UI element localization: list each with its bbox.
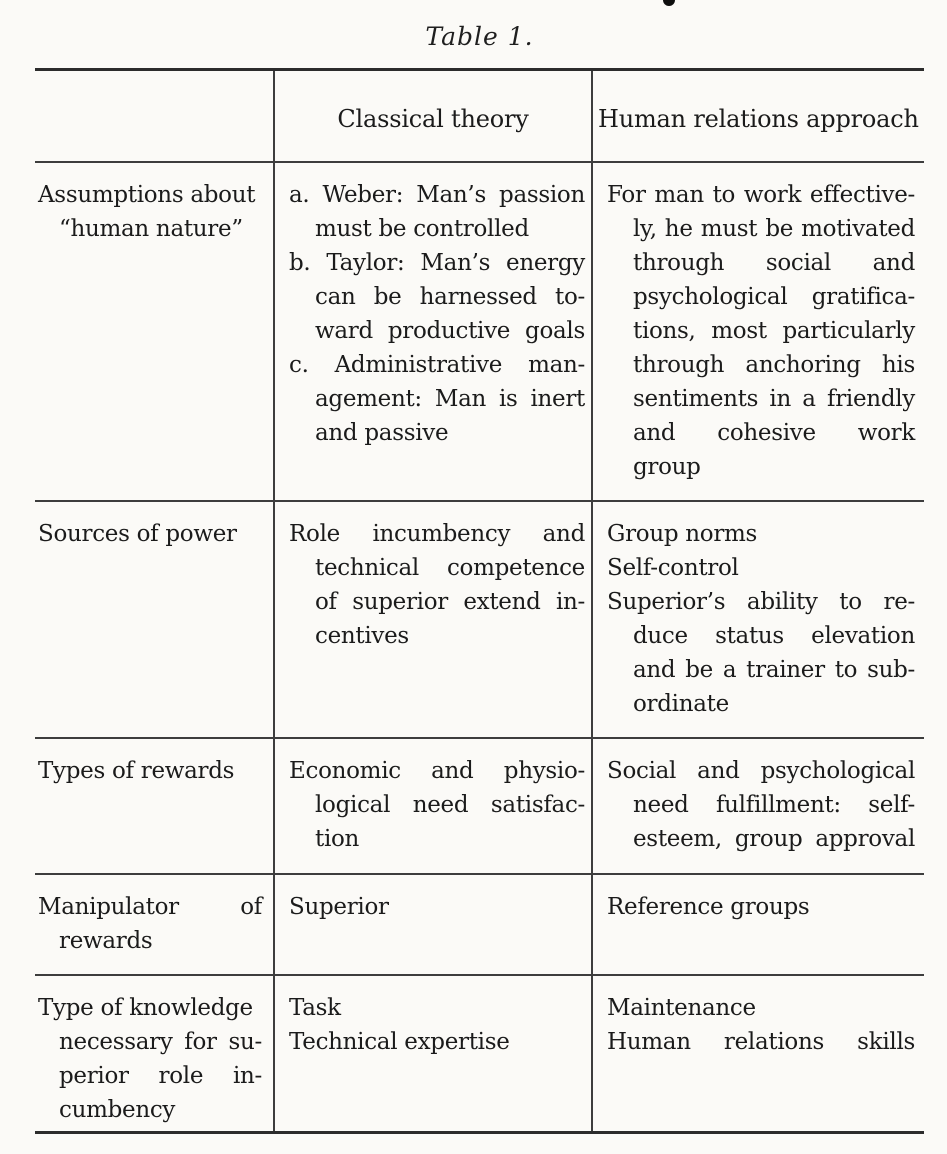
table-row-type-of-knowledge	[35, 974, 924, 1131]
text-line: perior role in-	[59, 1063, 262, 1089]
text-line: Types of rewards	[38, 758, 235, 784]
text-line: ordinate	[633, 691, 729, 717]
header-classical-theory: Classical theory	[337, 105, 529, 133]
comparison-table	[35, 68, 924, 1134]
text-line: Reference groups	[607, 894, 810, 920]
text-line: group	[633, 454, 701, 480]
text-line: necessary for su-	[59, 1029, 262, 1055]
text-line: Superior	[289, 894, 389, 920]
text-line: duce status elevation	[633, 623, 915, 649]
text-line: centives	[315, 623, 409, 649]
text-line: must be controlled	[315, 216, 529, 242]
column-divider-right	[591, 71, 593, 1131]
scan-artifact	[663, 0, 675, 6]
table-title: Table 1.	[425, 22, 534, 51]
text-line: a. Weber: Man’s passion	[289, 182, 585, 208]
text-line: and cohesive work	[633, 420, 915, 446]
classical-theory-cell	[274, 502, 592, 737]
text-line: c. Administrative man-	[289, 352, 585, 378]
table-row-sources-of-power	[35, 500, 924, 737]
text-line: need fulfillment: self-	[633, 792, 915, 818]
human-relations-cell	[592, 875, 924, 974]
human-relations-cell	[592, 163, 924, 500]
human-relations-cell	[592, 739, 924, 873]
row-label-cell	[35, 163, 274, 500]
text-line: psychological gratifica-	[633, 284, 915, 310]
text-line: can be harnessed to-	[315, 284, 585, 310]
text-line: ly, he must be motivated	[633, 216, 915, 242]
text-line: Human relations skills	[607, 1029, 915, 1055]
text-line: Assumptions about	[38, 182, 256, 208]
table-row-types-of-rewards	[35, 737, 924, 873]
text-line: technical competence	[315, 555, 585, 581]
text-line: logical need satisfac-	[315, 792, 585, 818]
text-line: rewards	[59, 928, 153, 954]
classical-theory-cell	[274, 163, 592, 500]
column-divider-left	[273, 71, 275, 1131]
text-line: esteem, group approval	[633, 826, 915, 852]
text-line: Social and psychological	[607, 758, 915, 784]
text-line: of superior extend in-	[315, 589, 585, 615]
text-line: b. Taylor: Man’s energy	[289, 250, 585, 276]
text-line: agement: Man is inert	[315, 386, 585, 412]
header-human-relations-approach: Human relations approach	[598, 105, 919, 133]
text-line: Superior’s ability to re-	[607, 589, 915, 615]
table-row-manipulator-of-rewards	[35, 873, 924, 974]
row-label-cell	[35, 502, 274, 737]
text-line: Technical expertise	[289, 1029, 510, 1055]
row-label-cell	[35, 875, 274, 974]
text-line: cumbency	[59, 1097, 176, 1123]
text-line: Sources of power	[38, 521, 237, 547]
text-line: For man to work effective-	[607, 182, 915, 208]
classical-theory-cell	[274, 976, 592, 1131]
table-row-assumptions	[35, 161, 924, 500]
table-header-row	[35, 71, 924, 161]
human-relations-cell	[592, 976, 924, 1131]
human-relations-cell	[592, 502, 924, 737]
text-line: tion	[315, 826, 360, 852]
text-line: Role incumbency and	[289, 521, 585, 547]
text-line: “human nature”	[59, 216, 243, 242]
classical-theory-cell	[274, 739, 592, 873]
text-line: Economic and physio-	[289, 758, 585, 784]
text-line: Manipulator of	[38, 894, 262, 920]
classical-theory-cell	[274, 875, 592, 974]
text-line: Group norms	[607, 521, 758, 547]
text-line: through social and	[633, 250, 915, 276]
text-line: and passive	[315, 420, 449, 446]
text-line: through anchoring his	[633, 352, 915, 378]
header-empty-cell	[35, 71, 274, 161]
text-line: Type of knowledge	[38, 995, 253, 1021]
text-line: sentiments in a friendly	[633, 386, 915, 412]
text-line: and be a trainer to sub-	[633, 657, 915, 683]
text-line: tions, most particularly	[633, 318, 915, 344]
text-line: Task	[289, 995, 341, 1021]
text-line: Maintenance	[607, 995, 756, 1021]
row-label-cell	[35, 976, 274, 1131]
row-label-cell	[35, 739, 274, 873]
text-line: ward productive goals	[315, 318, 585, 344]
text-line: Self-control	[607, 555, 739, 581]
